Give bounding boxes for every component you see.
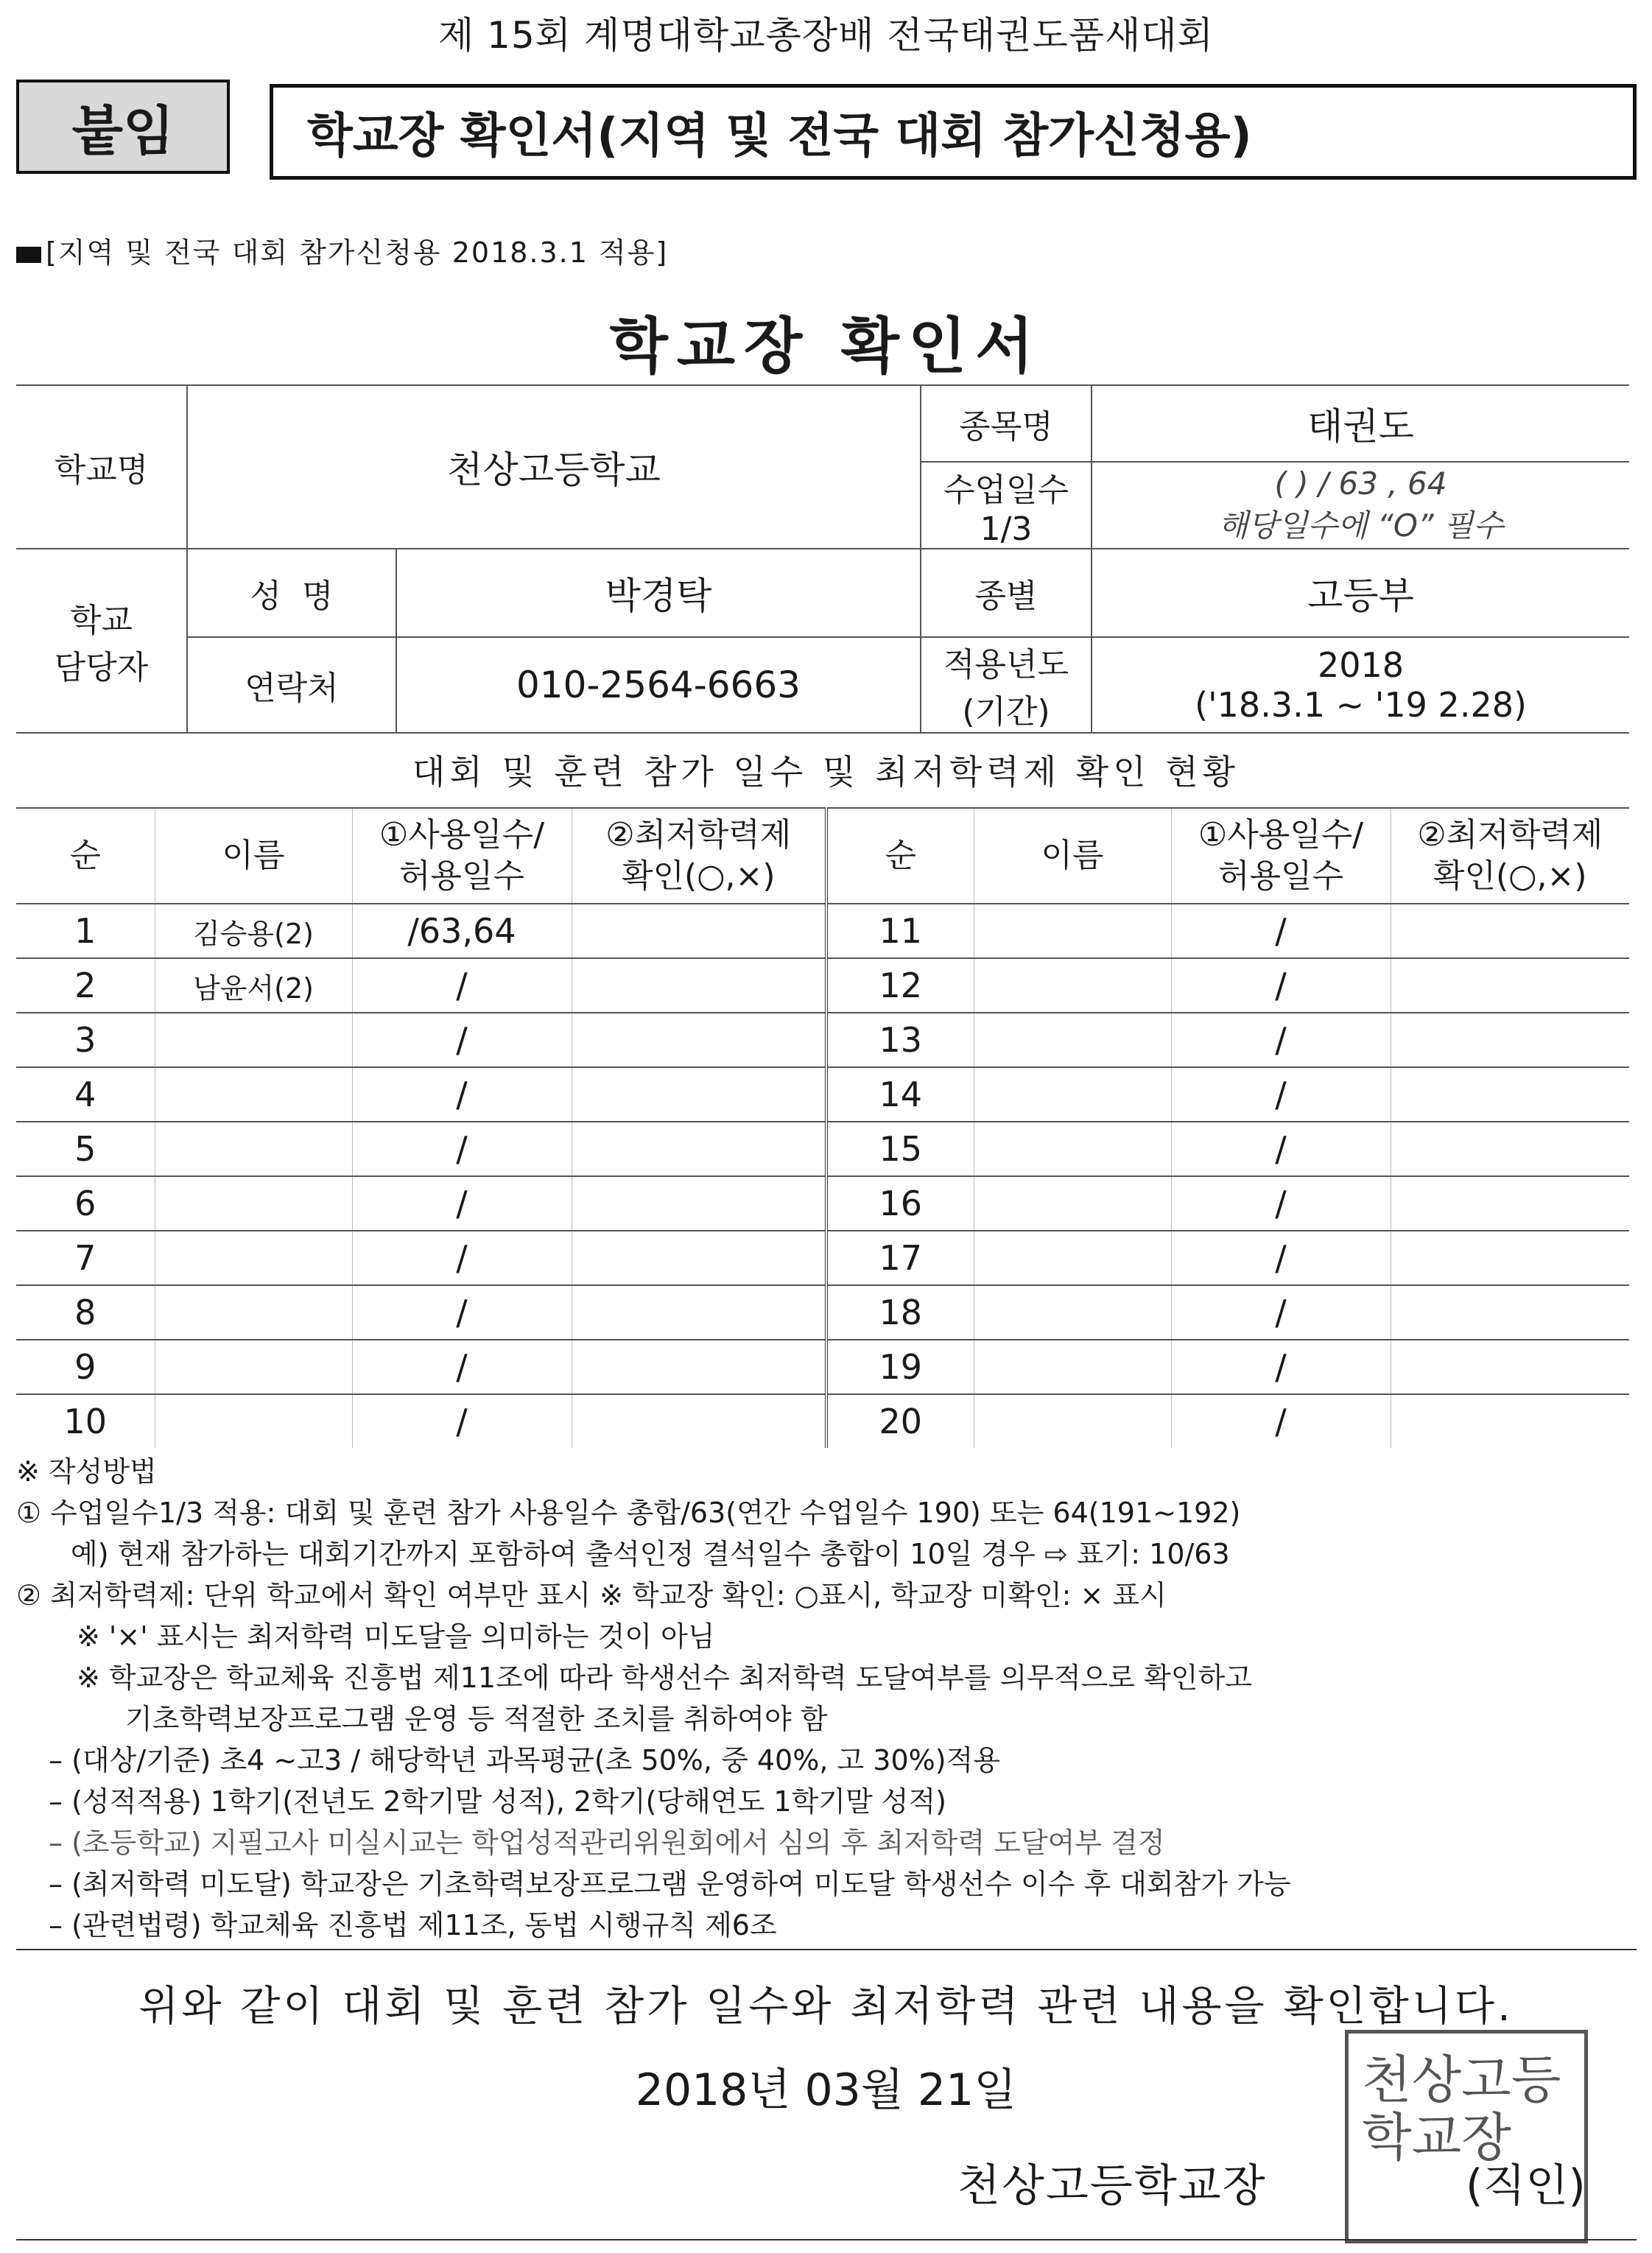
col-no: 순 bbox=[826, 808, 974, 904]
col-no: 순 bbox=[16, 808, 155, 904]
roster-no: 5 bbox=[16, 1122, 155, 1176]
roster-check bbox=[572, 1340, 826, 1394]
table-row bbox=[16, 1285, 1629, 1340]
apply-year-value-line2: ('18.3.1 ~ '19 2.28) bbox=[1195, 685, 1527, 725]
seal-label: (직인) bbox=[1466, 2160, 1586, 2212]
roster-check bbox=[1391, 1231, 1629, 1285]
col-days-line1: ①사용일수/ bbox=[1198, 816, 1364, 854]
sport-label: 종목명 bbox=[921, 385, 1092, 462]
table-row bbox=[16, 1176, 1629, 1231]
roster-no: 4 bbox=[16, 1067, 155, 1122]
roster-days: / bbox=[1171, 1394, 1391, 1448]
roster-check bbox=[572, 1176, 826, 1231]
table-row bbox=[16, 1067, 1629, 1122]
school-name-value: 천상고등학교 bbox=[187, 385, 921, 549]
roster-no: 3 bbox=[16, 1013, 155, 1067]
roster-days: / bbox=[352, 1067, 572, 1122]
roster-name bbox=[155, 1013, 352, 1067]
apply-year-value bbox=[1092, 637, 1629, 733]
roster-no: 12 bbox=[826, 958, 974, 1013]
roster-header-row bbox=[16, 808, 1629, 904]
col-check bbox=[572, 808, 826, 904]
col-check-line2: 확인(○,×) bbox=[1433, 857, 1587, 895]
roster-check bbox=[572, 1231, 826, 1285]
table-row bbox=[16, 958, 1629, 1013]
confirmation-date: 2018년 03월 21일 bbox=[635, 2064, 1017, 2116]
col-name: 이름 bbox=[155, 808, 352, 904]
roster-no: 13 bbox=[826, 1013, 974, 1067]
confirmation-statement: 위와 같이 대회 및 훈련 참가 일수와 최저학력 관련 내용을 확인합니다. bbox=[138, 1983, 1514, 2031]
instruction-line: ※ '×' 표시는 최저학력 미도달을 의미하는 것이 아님 bbox=[77, 1620, 715, 1653]
roster-name: 김승용(2) bbox=[155, 904, 352, 958]
roster-no: 2 bbox=[16, 958, 155, 1013]
roster-name bbox=[155, 1231, 352, 1285]
roster-name bbox=[974, 1340, 1171, 1394]
bottom-divider bbox=[16, 2239, 1637, 2240]
school-name-label: 학교명 bbox=[16, 385, 187, 549]
division-value: 고등부 bbox=[1092, 549, 1629, 637]
manager-label-line2: 담당자 bbox=[54, 649, 149, 686]
col-days bbox=[352, 808, 572, 904]
col-check bbox=[1391, 808, 1629, 904]
table-row bbox=[16, 1013, 1629, 1067]
info-table bbox=[16, 384, 1629, 734]
roster-no: 6 bbox=[16, 1176, 155, 1231]
table-row bbox=[16, 1231, 1629, 1285]
roster-days: / bbox=[1171, 1013, 1391, 1067]
form-note bbox=[16, 230, 668, 270]
roster-check bbox=[1391, 1176, 1629, 1231]
roster-days: / bbox=[1171, 1231, 1391, 1285]
roster-table bbox=[16, 807, 1629, 1448]
principal-signature: 천상고등학교장 bbox=[957, 2160, 1267, 2212]
instruction-line: – (대상/기준) 초4 ~고3 / 해당학년 과목평균(초 50%, 중 40%, 고 30%)적용 bbox=[49, 1744, 1000, 1776]
class-days-label-line1: 수업일수 bbox=[943, 471, 1069, 509]
col-days-line1: ①사용일수/ bbox=[379, 816, 545, 854]
roster-name bbox=[155, 1176, 352, 1231]
roster-check bbox=[1391, 1122, 1629, 1176]
roster-days: / bbox=[352, 958, 572, 1013]
division-label: 종별 bbox=[921, 549, 1092, 637]
roster-days: / bbox=[352, 1013, 572, 1067]
roster-days: / bbox=[352, 1285, 572, 1340]
instruction-line: – (관련법령) 학교체육 진흥법 제11조, 동법 시행규칙 제6조 bbox=[49, 1909, 777, 1941]
apply-year-label-line1: 적용년도 bbox=[943, 646, 1069, 683]
class-days-ratio: ( ) / 63 , 64 bbox=[1274, 465, 1447, 502]
instruction-line: – (초등학교) 지필고사 미실시교는 학업성적관리위원회에서 심의 후 최저학력 도달여부 결정 bbox=[49, 1827, 1165, 1859]
divider bbox=[16, 1949, 1637, 1950]
roster-name bbox=[974, 904, 1171, 958]
instructions bbox=[16, 1451, 1637, 1946]
manager-name-label: 성 명 bbox=[187, 549, 396, 637]
roster-name bbox=[974, 1067, 1171, 1122]
roster-check bbox=[572, 1394, 826, 1448]
square-bullet-icon bbox=[16, 247, 41, 263]
col-check-line1: ②최저학력제 bbox=[1417, 816, 1603, 854]
roster-days: / bbox=[1171, 904, 1391, 958]
form-heading: 학교장 확인서(지역 및 전국 대회 참가신청용) bbox=[270, 84, 1637, 180]
roster-check bbox=[1391, 1340, 1629, 1394]
roster-no: 19 bbox=[826, 1340, 974, 1394]
instruction-line: ※ 학교장은 학교체육 진흥법 제11조에 따라 학생선수 최저학력 도달여부를 의무적으로 확인하고 bbox=[77, 1662, 1252, 1694]
roster-days: / bbox=[1171, 1122, 1391, 1176]
instruction-line: – (성적적용) 1학기(전년도 2학기말 성적), 2학기(당해연도 1학기말 성적) bbox=[49, 1785, 946, 1818]
roster-name bbox=[974, 958, 1171, 1013]
roster-days: / bbox=[352, 1231, 572, 1285]
roster-no: 9 bbox=[16, 1340, 155, 1394]
roster-check bbox=[1391, 1285, 1629, 1340]
manager-label-line1: 학교 bbox=[69, 602, 133, 639]
roster-days: /63,64 bbox=[352, 904, 572, 958]
roster-no: 1 bbox=[16, 904, 155, 958]
roster-no: 10 bbox=[16, 1394, 155, 1448]
roster-name bbox=[974, 1394, 1171, 1448]
roster-days: / bbox=[352, 1176, 572, 1231]
roster-check bbox=[1391, 958, 1629, 1013]
instruction-line: 기초학력보장프로그램 운영 등 적절한 조치를 취하여야 함 bbox=[125, 1703, 828, 1735]
class-days-value bbox=[1092, 462, 1629, 549]
roster-check bbox=[572, 904, 826, 958]
apply-year-value-line1: 2018 bbox=[1317, 645, 1405, 685]
roster-check bbox=[1391, 1067, 1629, 1122]
instructions-title: ※ 작성방법 bbox=[16, 1455, 157, 1488]
roster-check bbox=[572, 1122, 826, 1176]
manager-label bbox=[16, 549, 187, 733]
roster-no: 14 bbox=[826, 1067, 974, 1122]
roster-no: 18 bbox=[826, 1285, 974, 1340]
col-days-line2: 허용일수 bbox=[1217, 857, 1343, 895]
document-title: 학교장 확인서 bbox=[609, 312, 1043, 382]
apply-year-label-line2: (기간) bbox=[962, 693, 1050, 731]
roster-days: / bbox=[1171, 1285, 1391, 1340]
col-days-line2: 허용일수 bbox=[398, 857, 524, 895]
col-days bbox=[1171, 808, 1391, 904]
roster-days: / bbox=[352, 1394, 572, 1448]
roster-no: 7 bbox=[16, 1231, 155, 1285]
roster-days: / bbox=[1171, 958, 1391, 1013]
roster-check bbox=[572, 958, 826, 1013]
table-row bbox=[16, 1394, 1629, 1448]
roster-no: 8 bbox=[16, 1285, 155, 1340]
col-check-line2: 확인(○,×) bbox=[621, 857, 776, 895]
roster-no: 11 bbox=[826, 904, 974, 958]
contact-value: 010-2564-6663 bbox=[396, 637, 921, 733]
class-days-hint: 해당일수에 “O” 필수 bbox=[1217, 507, 1504, 544]
roster-days: / bbox=[1171, 1340, 1391, 1394]
roster-days: / bbox=[352, 1122, 572, 1176]
roster-name bbox=[155, 1394, 352, 1448]
attachment-label: 붙임 bbox=[16, 80, 230, 174]
contact-label: 연락처 bbox=[187, 637, 396, 733]
roster-check bbox=[572, 1067, 826, 1122]
class-days-label-line2: 1/3 bbox=[980, 510, 1033, 548]
sport-value: 태권도 bbox=[1092, 385, 1629, 462]
col-check-line1: ②최저학력제 bbox=[605, 816, 792, 854]
instruction-line: – (최저학력 미도달) 학교장은 기초학력보장프로그램 운영하여 미도달 학생선수 이수 후 대회참가 가능 bbox=[49, 1868, 1291, 1900]
instruction-line: ① 수업일수1/3 적용: 대회 및 훈련 참가 사용일수 총합/63(연간 수업일수 190) 또는 64(191~192) bbox=[16, 1497, 1241, 1529]
event-title: 제 15회 계명대학교총장배 전국태권도품새대회 bbox=[437, 14, 1214, 57]
class-days-label bbox=[921, 462, 1092, 549]
table-row bbox=[16, 1340, 1629, 1394]
roster-name bbox=[974, 1122, 1171, 1176]
apply-year-label bbox=[921, 637, 1092, 733]
instruction-line: ② 최저학력제: 단위 학교에서 확인 여부만 표시 ※ 학교장 확인: ○표시, 학교장 미확인: × 표시 bbox=[16, 1579, 1167, 1611]
roster-no: 17 bbox=[826, 1231, 974, 1285]
col-name: 이름 bbox=[974, 808, 1171, 904]
form-note-text: [지역 및 전국 대회 참가신청용 2018.3.1 적용] bbox=[46, 236, 669, 269]
manager-name-value: 박경탁 bbox=[396, 549, 921, 637]
roster-check bbox=[572, 1285, 826, 1340]
table-row bbox=[16, 1122, 1629, 1176]
roster-name bbox=[974, 1285, 1171, 1340]
roster-check bbox=[1391, 904, 1629, 958]
roster-name bbox=[974, 1231, 1171, 1285]
roster-name bbox=[155, 1122, 352, 1176]
roster-days: / bbox=[1171, 1067, 1391, 1122]
roster-name bbox=[155, 1067, 352, 1122]
roster-name bbox=[155, 1285, 352, 1340]
roster-check bbox=[1391, 1013, 1629, 1067]
roster-name bbox=[974, 1176, 1171, 1231]
roster-name bbox=[974, 1013, 1171, 1067]
roster-check bbox=[572, 1013, 826, 1067]
seal-text: 천상고등학교장 bbox=[1362, 2050, 1561, 2168]
roster-days: / bbox=[352, 1340, 572, 1394]
roster-check bbox=[1391, 1394, 1629, 1448]
roster-no: 16 bbox=[826, 1176, 974, 1231]
roster-days: / bbox=[1171, 1176, 1391, 1231]
roster-name: 남윤서(2) bbox=[155, 958, 352, 1013]
roster-section-title: 대회 및 훈련 참가 일수 및 최저학력제 확인 현황 bbox=[412, 752, 1240, 792]
roster-no: 20 bbox=[826, 1394, 974, 1448]
roster-name bbox=[155, 1340, 352, 1394]
roster-no: 15 bbox=[826, 1122, 974, 1176]
table-row bbox=[16, 904, 1629, 958]
instruction-line: 예) 현재 참가하는 대회기간까지 포함하여 출석인정 결석일수 총합이 10일 경우 ⇨ 표기: 10/63 bbox=[71, 1538, 1230, 1570]
